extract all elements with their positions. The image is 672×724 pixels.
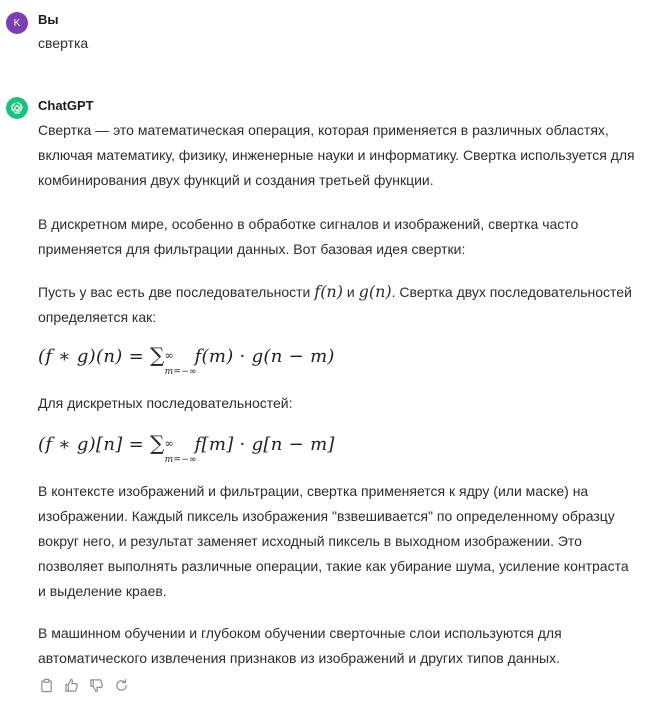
user-author: Вы <box>38 12 59 27</box>
paragraph-ml: В машинном обучении и глубоком обучении сверточные слои используются для автоматического извлечения признаков из изображений и других типов данных. <box>38 625 562 666</box>
clipboard-icon <box>39 678 54 693</box>
formula1-limits <box>164 347 197 377</box>
paragraph-sequences <box>38 279 638 330</box>
user-message-text: свертка <box>38 35 89 51</box>
regenerate-icon <box>114 678 129 693</box>
formula2-upper-limit: ∞ <box>164 437 175 450</box>
math-g-n: g(n) <box>358 282 392 301</box>
formula1-upper-limit: ∞ <box>164 349 175 362</box>
sequences-text-a: Пусть у вас есть две последовательности <box>38 284 311 300</box>
chatgpt-logo-icon <box>6 97 28 119</box>
formula2-lhs: (f ∗ g)[n] = <box>38 434 150 455</box>
math-f-n: f(n) <box>314 282 343 301</box>
copy-button[interactable] <box>38 676 54 694</box>
formula1-sigma: ∑ <box>149 343 165 367</box>
formula2-lower-limit: m=−∞ <box>164 455 197 465</box>
assistant-author: ChatGPT <box>38 98 94 113</box>
convolution-formula-continuous <box>38 340 335 377</box>
thumbs-down-icon <box>89 678 104 693</box>
thumbs-down-button[interactable] <box>88 676 104 694</box>
paragraph-discrete: В дискретном мире, особенно в обработке сигналов и изображений, свертка часто применяется для фильтрации данных. Вот базовая идея свертки: <box>38 216 579 257</box>
paragraph-images: В контексте изображений и фильтрации, свертка применяется к ядру (или маске) на изображении. Каждый пиксель изображения "взвешивается" по определенному образцу вокруг него, и результат заменяет исходный пиксель в выходном изображении. Это позволяет выполнять различные операции, такие как убирание шума, усиление контраста и выделение краев. <box>38 483 629 599</box>
formula2-rhs: f[m] · g[n − m] <box>194 434 335 455</box>
message-actions <box>38 676 129 694</box>
thumbs-up-button[interactable] <box>63 676 79 694</box>
regenerate-button[interactable] <box>113 676 129 694</box>
formula1-rhs: f(m) · g(n − m) <box>194 346 335 367</box>
sequences-text-and: и <box>346 284 355 300</box>
formula1-lower-limit: m=−∞ <box>164 367 197 377</box>
paragraph-intro: Свертка — это математическая операция, которая применяется в различных областях, включая математику, физику, инженерные науки и информатику. Свертка используется для комбинирования двух функций и создания третьей функции. <box>38 122 635 188</box>
formula2-limits <box>164 435 197 465</box>
sequences-text-b: . Свертка двух последовательностей определяется как: <box>38 284 632 325</box>
user-avatar-letter: K <box>13 17 21 29</box>
paragraph-discrete-sequences: Для дискретных последовательностей: <box>38 395 293 411</box>
openai-knot-icon <box>9 100 25 116</box>
thumbs-up-icon <box>64 678 79 693</box>
formula1-lhs: (f ∗ g)(n) = <box>38 346 150 367</box>
user-avatar <box>6 12 28 34</box>
formula2-sigma: ∑ <box>149 431 165 455</box>
convolution-formula-discrete <box>38 428 335 465</box>
